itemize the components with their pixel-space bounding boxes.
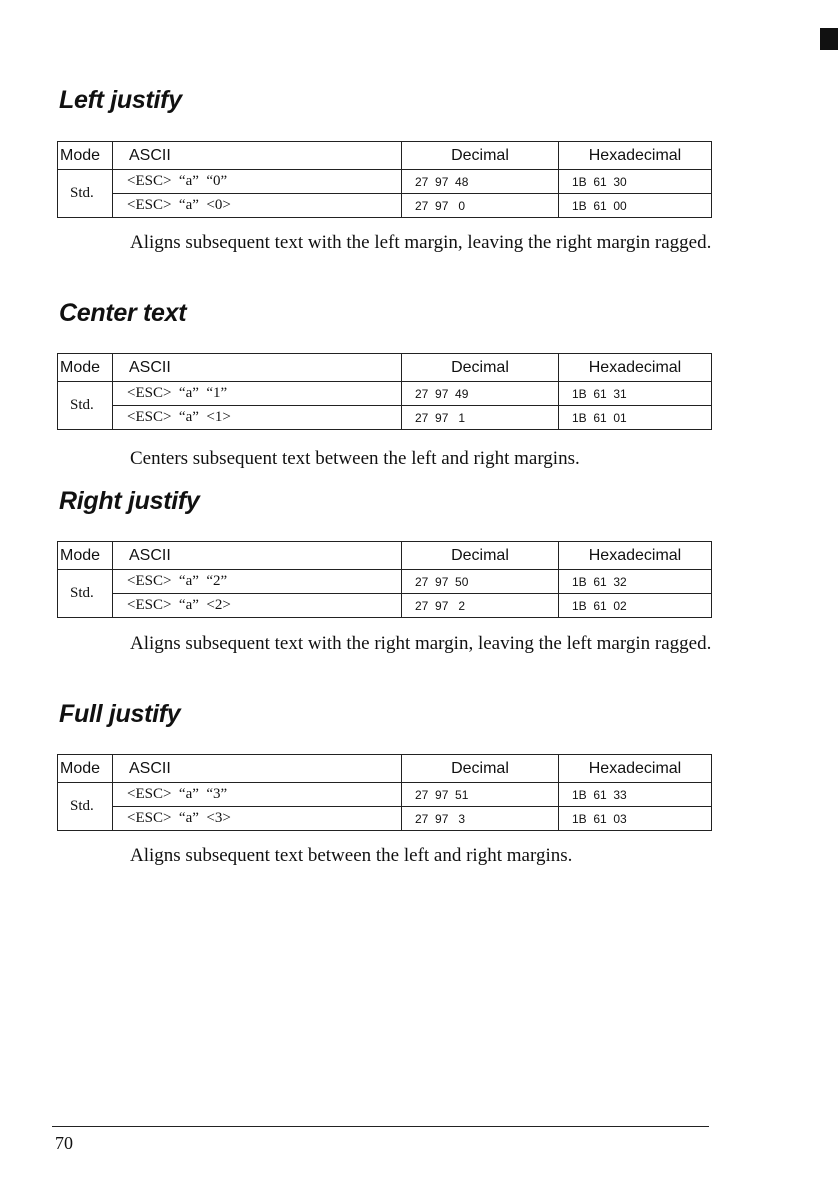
table-row	[58, 406, 712, 430]
table-row	[58, 194, 712, 218]
header-mode: Mode	[58, 354, 113, 382]
table-row	[58, 570, 712, 594]
table-row	[58, 382, 712, 406]
decimal-cell: 27 97 49	[402, 382, 559, 406]
table-header-row	[58, 142, 712, 170]
ascii-cell: <ESC> “a” “2”	[113, 570, 402, 594]
header-decimal: Decimal	[402, 354, 559, 382]
hex-cell: 1B 61 32	[559, 570, 712, 594]
ascii-cell: <ESC> “a” “1”	[113, 382, 402, 406]
ascii-cell: <ESC> “a” <2>	[113, 594, 402, 618]
section-heading: Center text	[59, 299, 187, 327]
section-description: Aligns subsequent text with the right margin, leaving the left margin ragged.	[130, 633, 712, 654]
header-ascii: ASCII	[113, 354, 402, 382]
header-decimal: Decimal	[402, 142, 559, 170]
command-table	[57, 754, 712, 831]
footer-divider	[52, 1126, 709, 1127]
section-description: Aligns subsequent text with the left margin, leaving the right margin ragged.	[130, 232, 712, 253]
hex-cell: 1B 61 03	[559, 807, 712, 831]
hex-cell: 1B 61 00	[559, 194, 712, 218]
table-header-row	[58, 755, 712, 783]
table-header-row	[58, 542, 712, 570]
decimal-cell: 27 97 51	[402, 783, 559, 807]
ascii-cell: <ESC> “a” <3>	[113, 807, 402, 831]
header-decimal: Decimal	[402, 755, 559, 783]
table-header-row	[58, 354, 712, 382]
mode-cell: Std.	[58, 783, 113, 831]
section-heading: Full justify	[59, 700, 181, 728]
table-row	[58, 170, 712, 194]
decimal-cell: 27 97 50	[402, 570, 559, 594]
mode-cell: Std.	[58, 382, 113, 430]
header-ascii: ASCII	[113, 142, 402, 170]
decimal-cell: 27 97 48	[402, 170, 559, 194]
header-ascii: ASCII	[113, 755, 402, 783]
table-row	[58, 594, 712, 618]
decimal-cell: 27 97 1	[402, 406, 559, 430]
header-ascii: ASCII	[113, 542, 402, 570]
ascii-cell: <ESC> “a” <1>	[113, 406, 402, 430]
section-heading: Left justify	[59, 86, 182, 114]
command-table	[57, 541, 712, 618]
mode-cell: Std.	[58, 570, 113, 618]
header-hexadecimal: Hexadecimal	[559, 354, 712, 382]
header-mode: Mode	[58, 755, 113, 783]
page-number: 70	[55, 1133, 73, 1153]
section-description: Centers subsequent text between the left and right margins.	[130, 448, 580, 469]
decimal-cell: 27 97 3	[402, 807, 559, 831]
decimal-cell: 27 97 0	[402, 194, 559, 218]
command-table	[57, 141, 712, 218]
ascii-cell: <ESC> “a” <0>	[113, 194, 402, 218]
hex-cell: 1B 61 30	[559, 170, 712, 194]
section-heading: Right justify	[59, 487, 200, 515]
ascii-cell: <ESC> “a” “0”	[113, 170, 402, 194]
header-hexadecimal: Hexadecimal	[559, 542, 712, 570]
header-decimal: Decimal	[402, 542, 559, 570]
hex-cell: 1B 61 01	[559, 406, 712, 430]
header-mode: Mode	[58, 142, 113, 170]
header-hexadecimal: Hexadecimal	[559, 755, 712, 783]
hex-cell: 1B 61 02	[559, 594, 712, 618]
command-table	[57, 353, 712, 430]
table-row	[58, 807, 712, 831]
hex-cell: 1B 61 33	[559, 783, 712, 807]
decimal-cell: 27 97 2	[402, 594, 559, 618]
mode-cell: Std.	[58, 170, 113, 218]
table-row	[58, 783, 712, 807]
section-description: Aligns subsequent text between the left and right margins.	[130, 845, 573, 866]
header-hexadecimal: Hexadecimal	[559, 142, 712, 170]
ascii-cell: <ESC> “a” “3”	[113, 783, 402, 807]
page-edge-marker	[820, 28, 838, 50]
header-mode: Mode	[58, 542, 113, 570]
hex-cell: 1B 61 31	[559, 382, 712, 406]
